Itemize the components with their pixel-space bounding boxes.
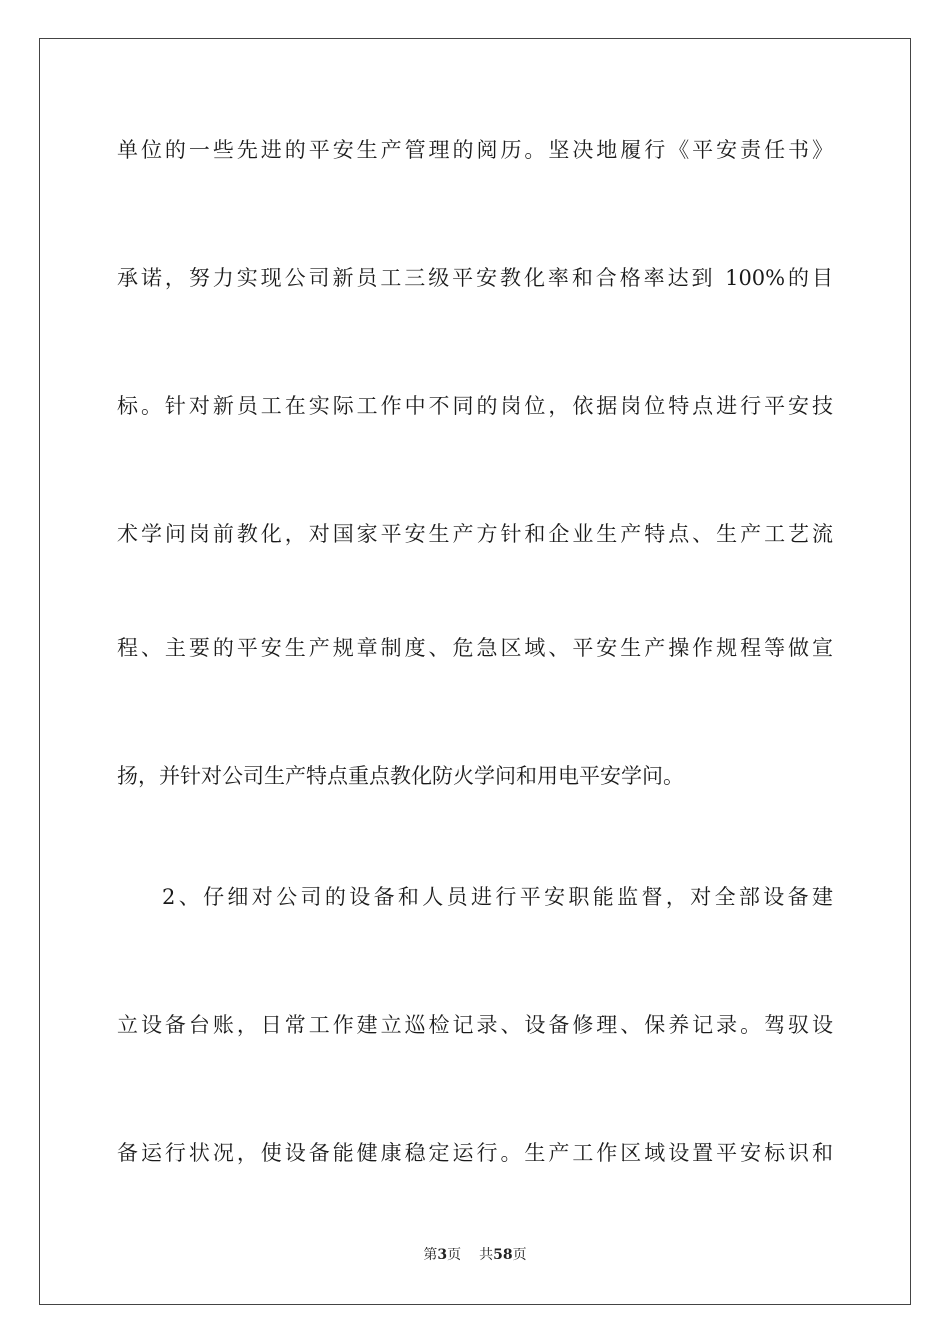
text-line-6: 扬，并针对公司生产特点重点教化防火学问和用电平安学问。 [117,764,684,788]
page-current: 3 [437,1247,448,1263]
total-prefix: 共 [479,1247,494,1263]
page-prefix: 第 [423,1247,438,1263]
page-footer [0,1246,950,1264]
text-line-8: 立设备台账，日常工作建立巡检记录、设备修理、保养记录。驾驭设 [117,1013,833,1037]
page-border [39,38,911,1305]
text-line-2: 承诺，努力实现公司新员工三级平安教化率和合格率达到 100%的目 [117,266,833,290]
text-line-9: 备运行状况，使设备能健康稳定运行。生产工作区域设置平安标识和 [117,1141,833,1165]
text-line-5: 程、主要的平安生产规章制度、危急区域、平安生产操作规程等做宣 [117,636,833,660]
text-line-3: 标。针对新员工在实际工作中不同的岗位，依据岗位特点进行平安技 [117,394,833,418]
text-line-7: 2、仔细对公司的设备和人员进行平安职能监督，对全部设备建 [162,885,833,909]
page-unit: 页 [447,1247,462,1263]
total-unit: 页 [512,1247,527,1263]
page-total: 58 [493,1247,513,1263]
text-line-1: 单位的一些先进的平安生产管理的阅历。坚决地履行《平安责任书》 [117,138,833,162]
text-line-4: 术学问岗前教化，对国家平安生产方针和企业生产特点、生产工艺流 [117,522,833,546]
